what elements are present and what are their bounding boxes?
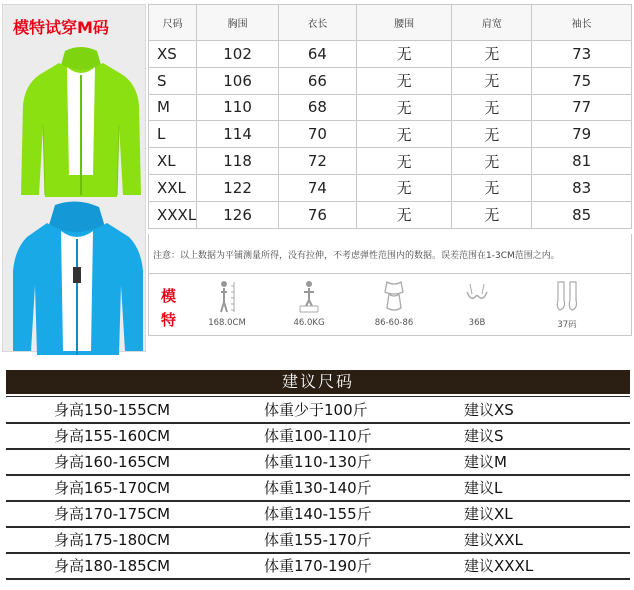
- cell-size: S: [149, 67, 197, 94]
- table-row: [6, 423, 630, 449]
- table-row: [6, 553, 630, 579]
- rec-height: 身高165-170CM: [6, 475, 214, 501]
- rec-height: 身高180-185CM: [6, 553, 214, 579]
- cell-size: XL: [149, 148, 197, 175]
- cell-length: 68: [279, 94, 357, 121]
- measurement-note: 注意：以上数据为平铺测量所得，没有拉伸，不考虑弹性范围内的数据。误差范围在1-3CM范围之内。: [148, 234, 632, 274]
- rec-height: 身高155-160CM: [6, 423, 214, 449]
- header-chest: 胸围: [197, 5, 279, 41]
- table-row: [149, 174, 632, 201]
- header-sleeve: 袖长: [532, 5, 632, 41]
- rec-weight: 体重130-140斤: [214, 475, 414, 501]
- shoes-icon: [554, 280, 580, 314]
- height-icon: [214, 280, 240, 314]
- cell-chest: 118: [197, 148, 279, 175]
- rec-height: 身高150-155CM: [6, 397, 214, 423]
- cell-waist: 无: [356, 174, 452, 201]
- table-row: [6, 501, 630, 527]
- cell-length: 72: [279, 148, 357, 175]
- cell-shoulder: 无: [452, 121, 532, 148]
- table-row: [6, 527, 630, 553]
- blue-jacket-image: [11, 201, 145, 357]
- table-row: [6, 475, 630, 501]
- table-row: [149, 67, 632, 94]
- rec-size: 建议XXL: [414, 527, 630, 553]
- measurements-icon: [381, 280, 407, 314]
- stat-measurements: [354, 280, 434, 328]
- table-row: [149, 41, 632, 68]
- cell-size: M: [149, 94, 197, 121]
- table-row: [149, 148, 632, 175]
- bra-icon: [464, 280, 490, 314]
- rec-weight: 体重100-110斤: [214, 423, 414, 449]
- recommend-table: [6, 396, 630, 580]
- rec-size: 建议XL: [414, 501, 630, 527]
- table-row: [6, 449, 630, 475]
- cell-length: 66: [279, 67, 357, 94]
- model-title: 模特试穿M码: [13, 18, 109, 37]
- stat-value: 168.0CM: [208, 318, 246, 328]
- table-row: [149, 121, 632, 148]
- cell-sleeve: 79: [532, 121, 632, 148]
- rec-weight: 体重少于100斤: [214, 397, 414, 423]
- rec-weight: 体重110-130斤: [214, 449, 414, 475]
- cell-length: 64: [279, 41, 357, 68]
- cell-waist: 无: [356, 67, 452, 94]
- rec-weight: 体重155-170斤: [214, 527, 414, 553]
- cell-shoulder: 无: [452, 67, 532, 94]
- cell-sleeve: 75: [532, 67, 632, 94]
- table-row: [149, 94, 632, 121]
- model-photo-panel: [2, 4, 146, 352]
- weight-icon: [296, 280, 322, 314]
- cell-sleeve: 77: [532, 94, 632, 121]
- rec-size: 建议XS: [414, 397, 630, 423]
- cell-waist: 无: [356, 94, 452, 121]
- cell-sleeve: 81: [532, 148, 632, 175]
- table-row: [6, 397, 630, 423]
- cell-shoulder: 无: [452, 201, 532, 228]
- cell-size: XXXL: [149, 201, 197, 228]
- rec-size: 建议M: [414, 449, 630, 475]
- cell-sleeve: 85: [532, 201, 632, 228]
- size-table: [148, 4, 632, 229]
- cell-chest: 122: [197, 174, 279, 201]
- green-jacket-image: [19, 45, 143, 203]
- stat-height: [187, 280, 267, 328]
- cell-chest: 114: [197, 121, 279, 148]
- cell-chest: 106: [197, 67, 279, 94]
- stat-cup: [437, 280, 517, 328]
- rec-size: 建议S: [414, 423, 630, 449]
- cell-shoulder: 无: [452, 41, 532, 68]
- cell-shoulder: 无: [452, 94, 532, 121]
- size-table-header-row: [149, 5, 632, 41]
- cell-chest: 126: [197, 201, 279, 228]
- cell-waist: 无: [356, 201, 452, 228]
- recommend-title: 建议尺码: [6, 370, 630, 394]
- cell-size: XS: [149, 41, 197, 68]
- model-label: 模特: [161, 287, 177, 329]
- cell-waist: 无: [356, 148, 452, 175]
- rec-size: 建议L: [414, 475, 630, 501]
- rec-height: 身高170-175CM: [6, 501, 214, 527]
- cell-length: 70: [279, 121, 357, 148]
- cell-shoulder: 无: [452, 174, 532, 201]
- header-waist: 腰围: [356, 5, 452, 41]
- cell-chest: 102: [197, 41, 279, 68]
- stat-value: 46.0KG: [293, 318, 325, 328]
- stat-weight: [269, 280, 349, 328]
- header-shoulder: 肩宽: [452, 5, 532, 41]
- cell-sleeve: 83: [532, 174, 632, 201]
- rec-height: 身高175-180CM: [6, 527, 214, 553]
- cell-size: XXL: [149, 174, 197, 201]
- rec-size: 建议XXXL: [414, 553, 630, 579]
- stat-value: 86-60-86: [374, 318, 414, 328]
- cell-shoulder: 无: [452, 148, 532, 175]
- model-stats: [148, 274, 632, 336]
- cell-chest: 110: [197, 94, 279, 121]
- cell-length: 74: [279, 174, 357, 201]
- stat-value: 37码: [557, 320, 577, 330]
- cell-size: L: [149, 121, 197, 148]
- stat-value: 36B: [468, 318, 486, 328]
- rec-height: 身高160-165CM: [6, 449, 214, 475]
- cell-sleeve: 73: [532, 41, 632, 68]
- table-row: [149, 201, 632, 228]
- cell-waist: 无: [356, 41, 452, 68]
- header-size: 尺码: [149, 5, 197, 41]
- cell-length: 76: [279, 201, 357, 228]
- header-length: 衣长: [279, 5, 357, 41]
- rec-weight: 体重140-155斤: [214, 501, 414, 527]
- rec-weight: 体重170-190斤: [214, 553, 414, 579]
- cell-waist: 无: [356, 121, 452, 148]
- stat-shoe: [527, 280, 607, 330]
